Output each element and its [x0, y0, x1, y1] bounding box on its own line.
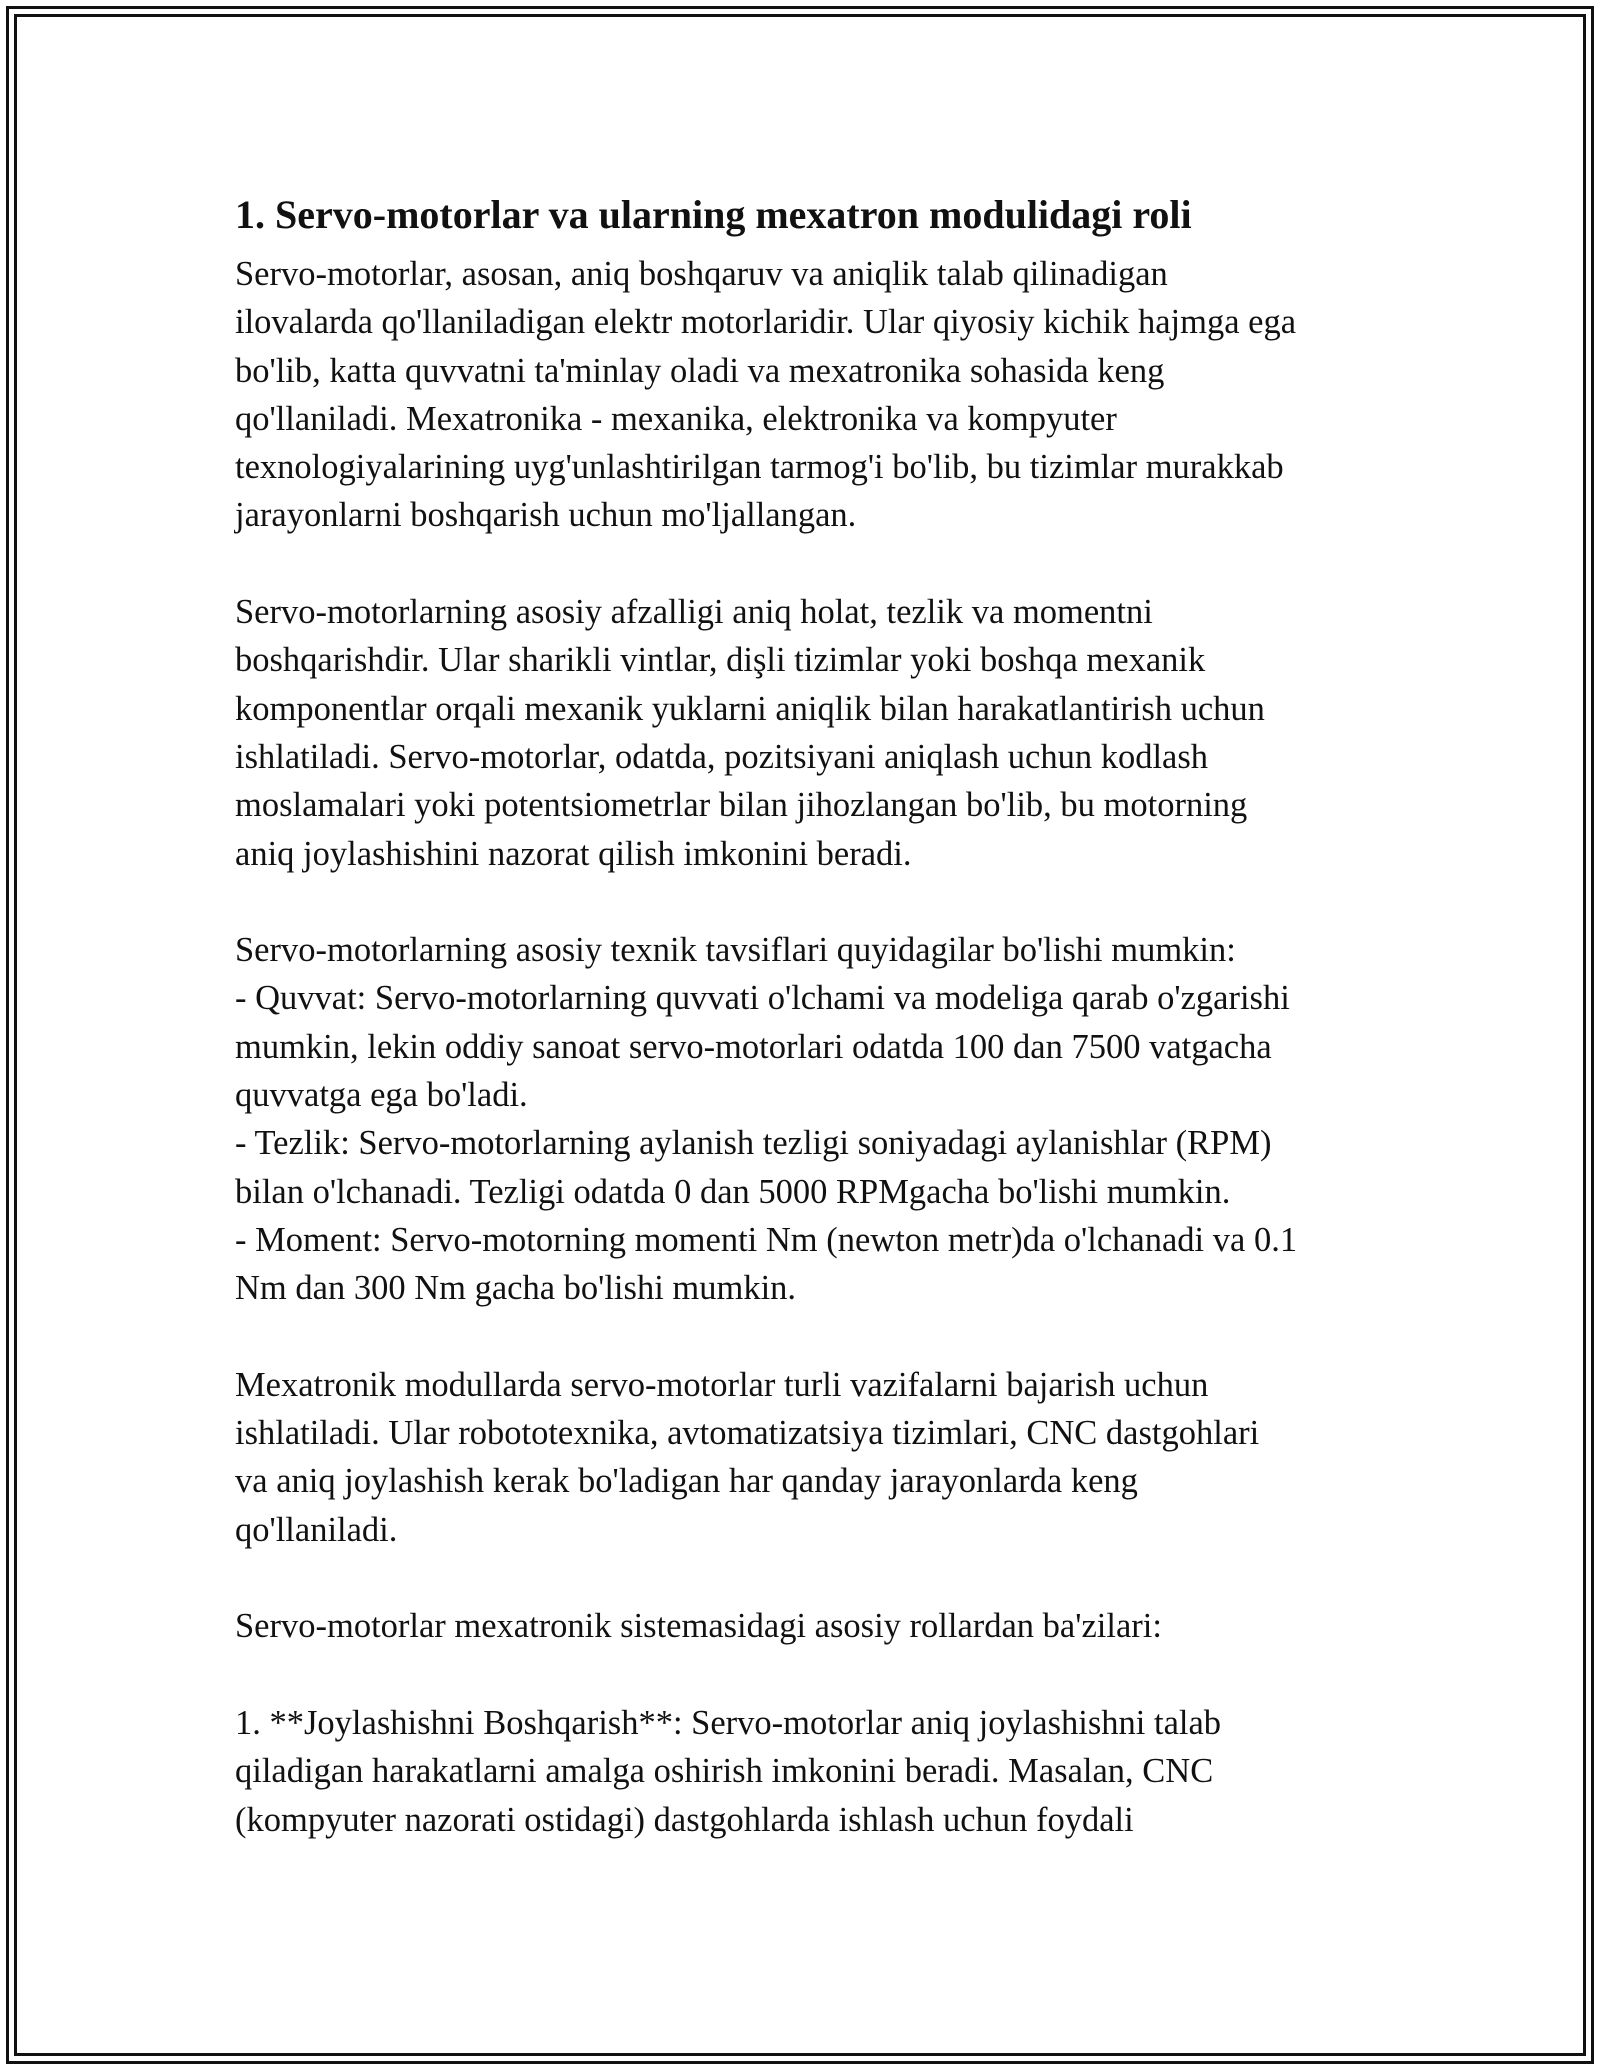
text-line: (kompyuter nazorati ostidagi) dastgohlarda ishlash uchun foydali: [235, 1800, 1134, 1839]
text-line: - Moment: Servo-motorning momenti Nm (newton metr)da o'lchanadi va 0.1: [235, 1220, 1298, 1259]
text-line: texnologiyalarining uyg'unlashtirilgan tarmog'i bo'lib, bu tizimlar murakkab: [235, 448, 1284, 487]
blank-line: [235, 540, 1385, 588]
blank-line: [235, 1554, 1385, 1602]
text-line: Servo-motorlarning asosiy afzalligi aniq holat, tezlik va momentni: [235, 593, 1153, 632]
blank-line: [235, 1313, 1385, 1361]
text-line: boshqarishdir. Ular sharikli vintlar, dişli tizimlar yoki boshqa mexanik: [235, 641, 1206, 680]
text-line: - Quvvat: Servo-motorlarning quvvati o'lchami va modeliga qarab o'zgarishi: [235, 979, 1290, 1018]
text-line: Servo-motorlar mexatronik sistemasidagi asosiy rollardan ba'zilari:: [235, 1607, 1162, 1646]
text-line: qo'llaniladi.: [235, 1510, 398, 1549]
text-line: Mexatronik modullarda servo-motorlar turli vazifalarni bajarish uchun: [235, 1365, 1209, 1404]
text-line: jarayonlarni boshqarish uchun mo'ljallangan.: [235, 496, 857, 535]
text-line: - Tezlik: Servo-motorlarning aylanish tezligi soniyadagi aylanishlar (RPM): [235, 1124, 1272, 1163]
text-line: moslamalari yoki potentsiometrlar bilan jihozlangan bo'lib, bu motorning: [235, 786, 1248, 825]
text-line: bilan o'lchanadi. Tezligi odatda 0 dan 5000 RPMgacha bo'lishi mumkin.: [235, 1172, 1231, 1211]
document-title: 1. Servo-motorlar va ularning mexatron modulidagi roli: [235, 192, 1192, 237]
text-line: ishlatiladi. Servo-motorlar, odatda, pozitsiyani aniqlash uchun kodlash: [235, 737, 1209, 776]
text-line: 1. **Joylashishni Boshqarish**: Servo-motorlar aniq joylashishni talab: [235, 1703, 1222, 1742]
text-line: aniq joylashishini nazorat qilish imkonini beradi.: [235, 834, 912, 873]
text-line: quvvatga ega bo'ladi.: [235, 1076, 528, 1115]
text-line: ilovalarda qo'llaniladigan elektr motorlaridir. Ular qiyosiy kichik hajmga ega: [235, 303, 1297, 342]
text-line: bo'lib, katta quvvatni ta'minlay oladi va mexatronika sohasida keng: [235, 351, 1165, 390]
text-line: komponentlar orqali mexanik yuklarni aniqlik bilan harakatlantirish uchun: [235, 689, 1265, 728]
text-line: mumkin, lekin oddiy sanoat servo-motorlari odatda 100 dan 7500 vatgacha: [235, 1027, 1272, 1066]
text-line: qiladigan harakatlarni amalga oshirish imkonini beradi. Masalan, CNC: [235, 1752, 1214, 1791]
blank-line: [235, 878, 1385, 926]
text-line: Servo-motorlar, asosan, aniq boshqaruv va aniqlik talab qilinadigan: [235, 255, 1168, 293]
text-line: Servo-motorlarning asosiy texnik tavsiflari quyidagilar bo'lishi mumkin:: [235, 931, 1236, 970]
blank-line: [235, 1651, 1385, 1699]
text-line: Nm dan 300 Nm gacha bo'lishi mumkin.: [235, 1269, 797, 1308]
text-line: ishlatiladi. Ular robototexnika, avtomatizatsiya tizimlari, CNC dastgohlari: [235, 1414, 1260, 1453]
text-line: qo'llaniladi. Mexatronika - mexanika, elektronika va kompyuter: [235, 399, 1117, 438]
text-line: va aniq joylashish kerak bo'ladigan har qanday jarayonlarda keng: [235, 1462, 1138, 1501]
document-text: [235, 250, 1385, 1844]
document-body: [235, 188, 1385, 1844]
